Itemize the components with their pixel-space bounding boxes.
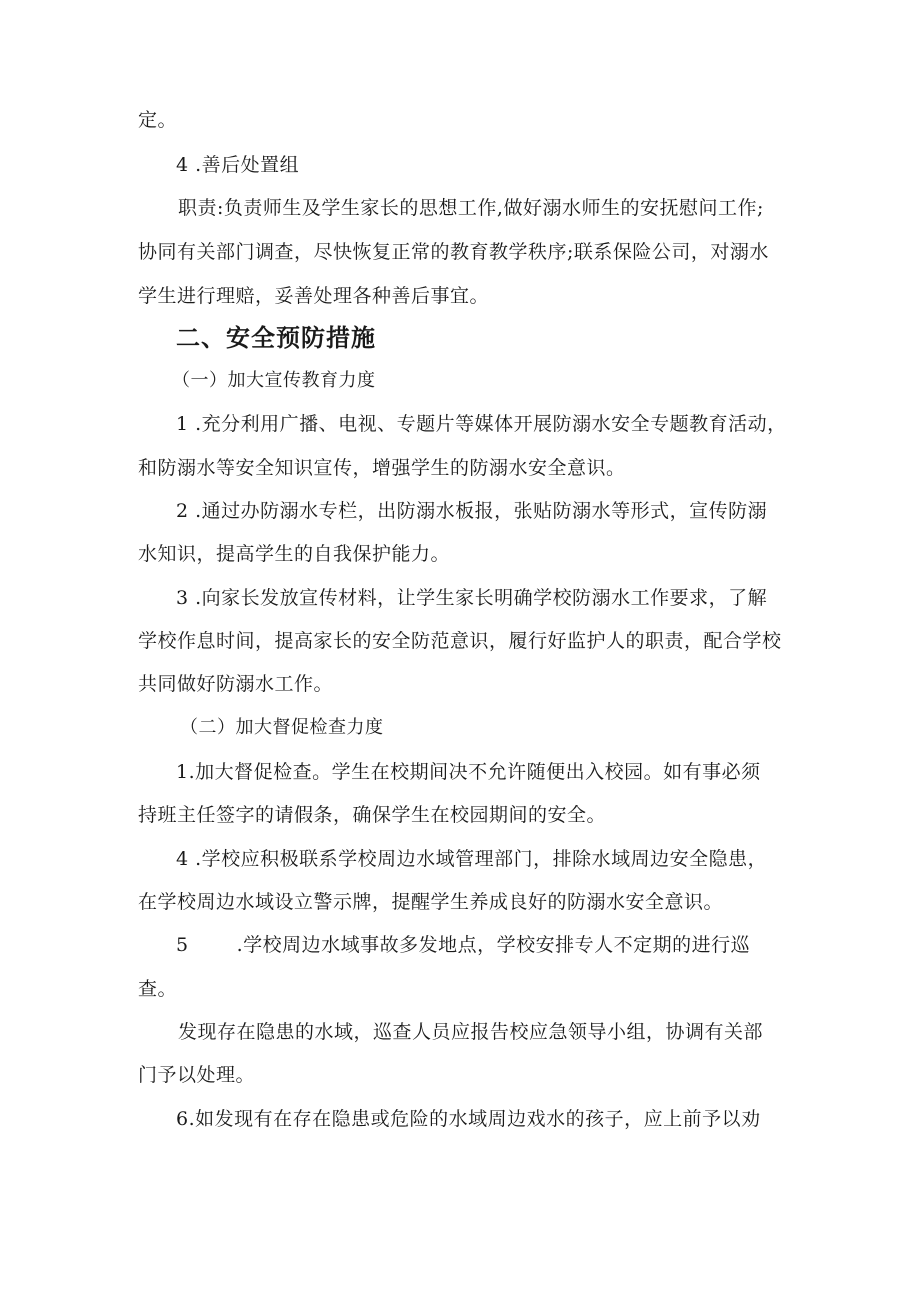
- item-number: 5: [176, 934, 189, 956]
- text-line: 定。: [138, 109, 178, 131]
- text-line: 1.加大督促检查。学生在校期间决不允许随便出入校园。如有事必须: [176, 761, 761, 783]
- text-line: 4 .学校应积极联系学校周边水域管理部门，排除水域周边安全隐患，: [176, 848, 768, 870]
- text-line: 学生进行理赔，妥善处理各种善后事宜。: [138, 285, 490, 307]
- text-line: 水知识，提高学生的自我保护能力。: [138, 543, 451, 565]
- numbered-item-5: [176, 931, 826, 959]
- text-line: 职责:负责师生及学生家长的思想工作,做好溺水师生的安抚慰问工作;: [178, 197, 764, 219]
- subsection-title: （二）加大督促检查力度: [180, 717, 384, 738]
- text-line: 门予以处理。: [138, 1064, 256, 1086]
- text-line: 和防溺水等安全知识宣传，增强学生的防溺水安全意识。: [138, 457, 626, 479]
- text-line: 共同做好防溺水工作。: [138, 673, 334, 695]
- text-line: 协同有关部门调查，尽快恢复正常的教育教学秩序;联系保险公司，对溺水: [138, 241, 769, 263]
- text-line: 在学校周边水域设立警示牌，提醒学生养成良好的防溺水安全意识。: [138, 891, 724, 913]
- text-line: 查。: [138, 978, 178, 1000]
- text-line: 发现存在隐患的水域，巡查人员应报告校应急领导小组，协调有关部: [178, 1021, 764, 1043]
- item-text: .学校周边水域事故多发地点，学校安排专人不定期的进行巡: [236, 934, 751, 956]
- text-line: 3 .向家长发放宣传材料，让学生家长明确学校防溺水工作要求，了解: [176, 587, 768, 609]
- text-line: 2 .通过办防溺水专栏，出防溺水板报，张贴防溺水等形式，宣传防溺: [176, 500, 768, 522]
- text-line: 6.如发现有在存在隐患或危险的水域周边戏水的孩子，应上前予以劝: [176, 1108, 761, 1130]
- section-heading: 二、安全预防措施: [176, 324, 376, 352]
- text-line: 1 .充分利用广播、电视、专题片等媒体开展防溺水安全专题教育活动，: [176, 413, 787, 435]
- text-line: 学校作息时间，提高家长的安全防范意识，履行好监护人的职责，配合学校: [138, 630, 782, 652]
- section-title-aftermath-group: 4 .善后处置组: [176, 154, 300, 176]
- subsection-title: （一）加大宣传教育力度: [172, 370, 376, 391]
- text-line: 持班主任签字的请假条，确保学生在校园期间的安全。: [138, 804, 607, 826]
